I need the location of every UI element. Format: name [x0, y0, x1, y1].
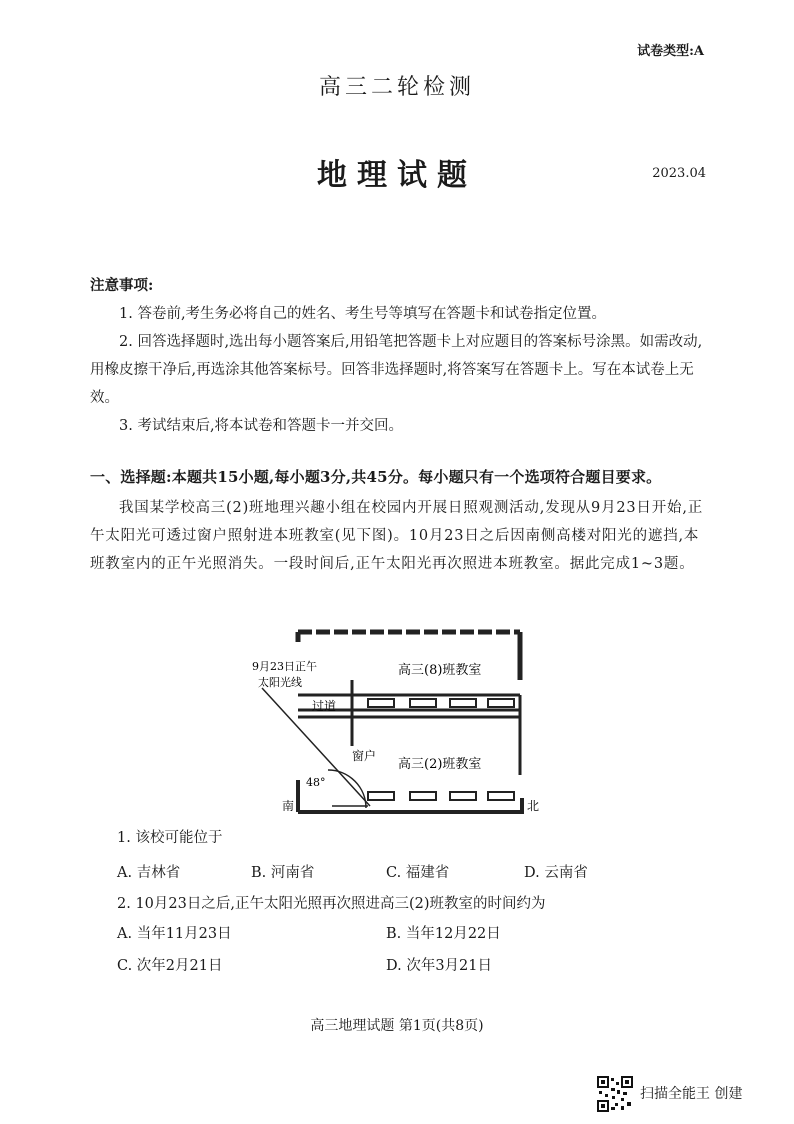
lower-desks: [368, 792, 514, 800]
scanner-watermark-text: 扫描全能王 创建: [640, 1086, 743, 1102]
question-1-option-b: B. 河南省: [251, 865, 315, 881]
notice-heading: 注意事项:: [90, 277, 154, 294]
north-label: 北: [527, 799, 540, 813]
sun-label-2: 太阳光线: [258, 676, 302, 689]
notice-item-2: 2. 回答选择题时,选出每小题答案后,用铅笔把答题卡上对应题目的答案标号涂黑。如需改动,用橡皮擦干净后,再选涂其他答案标号。回答非选择题时,将答案写在答题卡上。写在本试卷上无效。: [90, 334, 703, 406]
classroom-diagram: [240, 620, 560, 820]
south-label: 南: [282, 799, 295, 813]
question-2-option-b: B. 当年12月22日: [386, 926, 501, 942]
main-title: 高三二轮检测: [318, 75, 475, 100]
question-1-stem: 1. 该校可能位于: [117, 830, 223, 846]
notice-item-1: 1. 答卷前,考生务必将自己的姓名、考生号等填写在答题卡和试卷指定位置。: [119, 306, 607, 322]
question-stem: 我国某学校高三(2)班地理兴趣小组在校园内开展日照观测活动,发现从9月23日开始,正午太阳光可透过窗户照射进本班教室(见下图)。10月23日之后因南侧高楼对阳光的遮挡,本班教室内的正午光照消失。一段时间后,正午太阳光再次照进本班教室。据此完成1~3题。: [90, 500, 704, 572]
window-label: 窗户: [352, 749, 377, 763]
page-footer: 高三地理试题 第1页(共8页): [310, 1018, 484, 1034]
upper-desks: [368, 699, 514, 707]
question-2-option-a: A. 当年11月23日: [117, 926, 232, 942]
room-8-label: 高三(8)班教室: [398, 663, 482, 678]
notice-block: [90, 272, 710, 440]
sun-label-1: 9月23日正午: [252, 660, 317, 673]
notice-item-3: 3. 考试结束后,将本试卷和答题卡一并交回。: [119, 418, 404, 434]
qr-code-icon: [597, 1076, 633, 1112]
exam-date: 2023.04: [652, 166, 706, 181]
subject-title: 地理试题: [317, 158, 477, 193]
corridor-label: 过道: [312, 699, 337, 713]
question-2-option-d: D. 次年3月21日: [386, 958, 493, 974]
question-1-option-d: D. 云南省: [524, 865, 588, 881]
question-2-option-c: C. 次年2月21日: [117, 958, 223, 974]
question-1-option-a: A. 吉林省: [117, 865, 181, 881]
question-2-stem: 2. 10月23日之后,正午太阳光照再次照进高三(2)班教室的时间约为: [117, 896, 546, 912]
angle-label: 48°: [306, 776, 326, 789]
room-2-label: 高三(2)班教室: [398, 757, 482, 772]
angle-arc: [328, 770, 366, 808]
paper-type: 试卷类型:A: [637, 44, 704, 59]
section-title: 一、选择题:本题共15小题,每小题3分,共45分。每小题只有一个选项符合题目要求。: [90, 468, 662, 486]
question-1-option-c: C. 福建省: [386, 865, 450, 881]
